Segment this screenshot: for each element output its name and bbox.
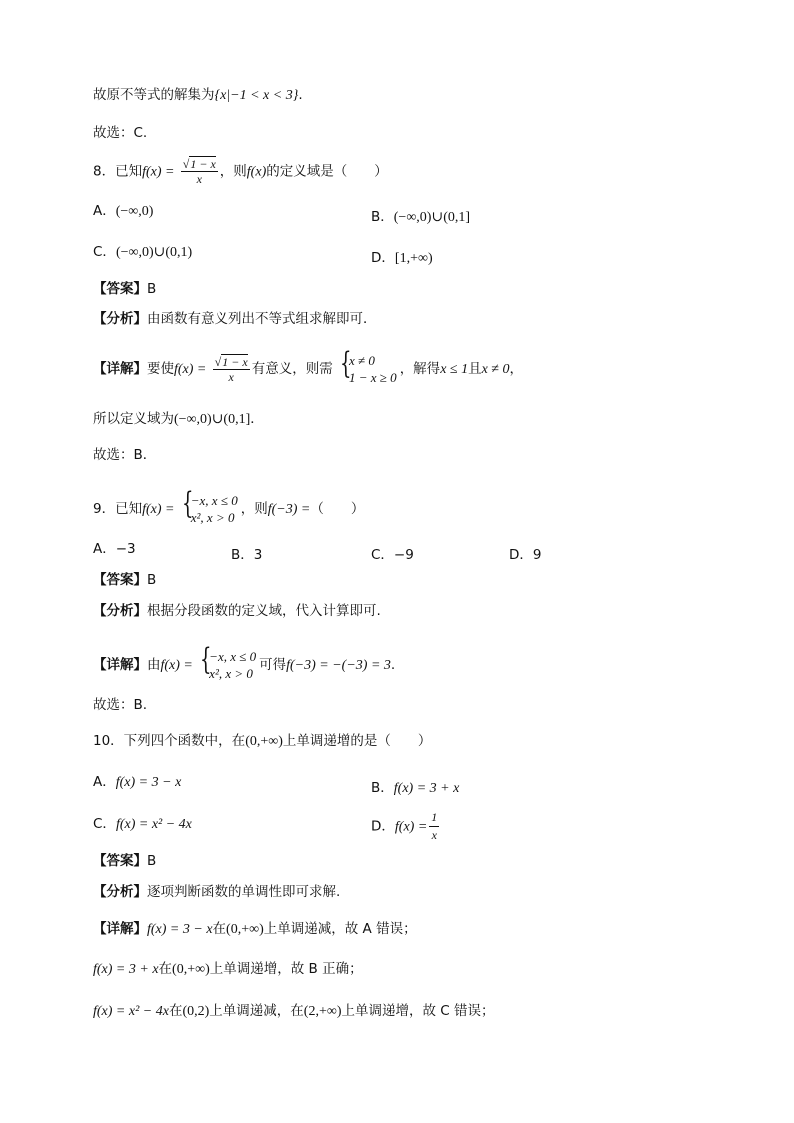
q9-detail-end: .	[390, 657, 396, 673]
q10-suffix: 上单调递增的是（ ）	[282, 733, 432, 749]
q9-answer	[93, 574, 156, 588]
q10-d3-c: 上单调递增，故 C 错误；	[341, 1003, 495, 1019]
question-8	[93, 158, 388, 185]
q9-detail-case-2: x², x > 0	[209, 666, 253, 681]
q10-option-d-fraction	[429, 810, 439, 843]
solution-text: 故原不等式的解集为	[93, 87, 215, 103]
q8-sqrt: 1 − x	[190, 157, 216, 171]
q10-answer-tag: 【答案】	[93, 853, 147, 869]
q8-fx: f(x) =	[142, 164, 175, 180]
solution-math: {x|−1 < x < 3}	[214, 88, 299, 103]
q8-analysis-tag: 【分析】	[93, 311, 147, 327]
q9-choice: 故选：B.	[93, 697, 148, 713]
q8-detail-num: √1 − x	[214, 354, 248, 369]
question-9	[93, 486, 365, 526]
q10-d1-a: 在	[212, 921, 227, 937]
q8-detail-sqrt: 1 − x	[222, 354, 248, 369]
q8-choice: 故选：B．	[93, 447, 157, 463]
q9-calc: f(−3) = −(−3) = 3	[286, 658, 391, 673]
q8-option-b-label: B．	[371, 209, 394, 225]
solution-end: .	[298, 87, 303, 103]
q8-cond-2: x ≠ 0	[481, 362, 510, 377]
q10-d2-a: 在	[158, 961, 173, 977]
q10-d3-interval-2: (2,+∞)	[303, 1004, 342, 1019]
q8-detail-a: 要使	[147, 361, 174, 377]
q9-ask: f(−3) =	[267, 502, 311, 517]
q8-cond-1: x ≤ 1	[440, 362, 469, 377]
q8-detail-fraction	[213, 356, 250, 383]
q8-domain-end: ．	[250, 411, 264, 427]
q9-analysis-text: 根据分段函数的定义域，代入计算即可.	[147, 603, 381, 619]
q8-detail-fx: f(x) =	[174, 362, 207, 377]
q10-d3-b: 上单调递减，在	[209, 1003, 304, 1019]
q9-detail-case-1: −x, x ≤ 0	[209, 649, 257, 664]
question-10	[93, 735, 431, 749]
q8-analysis-text: 由函数有意义列出不等式组求解即可．	[147, 311, 377, 327]
q10-option-b-label: B．	[371, 780, 394, 796]
q10-d2-b: 上单调递增，故 B 正确；	[209, 961, 363, 977]
q8-detail-e: ，	[509, 361, 523, 377]
q8-detail	[93, 346, 523, 386]
q9-answer-tag: 【答案】	[93, 572, 147, 588]
q10-option-a-text: f(x) = 3 − x	[115, 775, 182, 790]
q8-mid: ，则	[219, 163, 247, 180]
q8-option-b[interactable]	[371, 205, 470, 226]
q10-option-d-den: x	[431, 828, 437, 842]
q8-option-d-label: D．	[371, 250, 395, 266]
q8-answer	[93, 283, 156, 297]
q9-option-a[interactable]: A．−3	[93, 541, 136, 557]
q8-option-c-label: C．	[93, 244, 116, 260]
q9-detail-fx: f(x) =	[160, 658, 193, 673]
q10-option-d[interactable]	[371, 810, 441, 843]
q9-option-b[interactable]: B．3	[231, 547, 263, 563]
q10-option-c-text: f(x) = x² − 4x	[115, 817, 192, 832]
q10-detail-1	[93, 923, 417, 937]
q8-option-a-label: A．	[93, 203, 116, 219]
q9-detail-a: 由	[147, 657, 161, 673]
q9-prefix: 9．已知	[93, 501, 143, 517]
q10-interval: (0,+∞)	[245, 734, 283, 749]
q10-d3-interval: (0,2)	[182, 1004, 210, 1019]
q10-analysis-text: 逐项判断函数的单调性即可求解.	[147, 884, 341, 900]
q10-d3-a: 在	[168, 1003, 183, 1019]
q10-option-d-label: D．	[371, 818, 395, 835]
q10-detail-3	[93, 1005, 495, 1019]
q9-detail-piecewise	[200, 642, 257, 682]
q9-detail-brace: {	[200, 642, 212, 677]
q10-option-a-label: A．	[93, 774, 116, 790]
q9-option-c[interactable]: C．−9	[371, 547, 414, 563]
q8-option-c-text: (−∞,0)∪(0,1)	[115, 245, 193, 260]
q8-sys-row-1: x ≠ 0	[349, 353, 375, 368]
q8-analysis	[93, 313, 377, 327]
q10-analysis	[93, 886, 340, 900]
q8-detail-d: 且	[468, 361, 482, 377]
answer-choice-7: 故选：C.	[93, 125, 148, 141]
q8-option-a[interactable]	[93, 205, 153, 219]
q9-detail-tag: 【详解】	[93, 657, 147, 673]
q8-fx2: f(x)	[246, 164, 267, 180]
q10-option-d-pre: f(x) =	[394, 819, 428, 835]
q10-d2-interval: (0,+∞)	[172, 962, 210, 977]
q9-detail	[93, 642, 396, 682]
q8-answer-value: B	[147, 281, 157, 297]
q8-option-d-text: [1,+∞)	[394, 251, 433, 266]
q10-d1-interval: (0,+∞)	[226, 922, 264, 937]
q10-analysis-tag: 【分析】	[93, 884, 147, 900]
q10-d1-b: 上单调递减，故 A 错误；	[263, 921, 417, 937]
q8-detail-b: 有意义，则需	[251, 361, 333, 377]
q9-analysis	[93, 605, 381, 619]
q8-option-d[interactable]	[371, 246, 433, 267]
q10-option-a[interactable]	[93, 776, 181, 790]
q8-prefix: 8．已知	[93, 163, 143, 180]
q8-domain	[93, 413, 264, 427]
q9-analysis-tag: 【分析】	[93, 603, 147, 619]
q8-domain-text: 所以定义域为	[93, 411, 174, 427]
q8-sys-row-2: 1 − x ≥ 0	[349, 370, 397, 385]
q8-option-c[interactable]	[93, 246, 192, 260]
q8-suffix: 的定义域是（ ）	[266, 163, 388, 180]
q10-answer	[93, 855, 156, 869]
q10-option-c-label: C．	[93, 816, 116, 832]
q8-den: x	[196, 172, 202, 186]
q10-answer-value: B	[147, 853, 157, 869]
q9-piecewise	[181, 486, 238, 526]
q10-detail-tag: 【详解】	[93, 921, 147, 937]
q10-option-c[interactable]	[93, 818, 192, 832]
q8-option-b-text: (−∞,0)∪(0,1]	[393, 210, 471, 225]
q10-detail-2	[93, 963, 363, 977]
q8-domain-math: (−∞,0)∪(0,1]	[174, 412, 251, 427]
q8-detail-c: ，解得	[399, 361, 441, 377]
q10-option-b[interactable]	[371, 776, 459, 797]
q8-answer-tag: 【答案】	[93, 281, 147, 297]
q10-d3-f: f(x) = x² − 4x	[93, 1004, 169, 1019]
q8-fraction	[181, 158, 218, 185]
q9-brace: {	[181, 486, 194, 521]
q9-suffix: （ ）	[310, 501, 365, 517]
q10-d1-f: f(x) = 3 − x	[147, 922, 213, 937]
q8-num: √1 − x	[182, 157, 216, 171]
q9-fx: f(x) =	[142, 502, 175, 517]
q8-brace: {	[340, 346, 352, 381]
q8-detail-tag: 【详解】	[93, 361, 147, 377]
q9-mid: ，则	[240, 501, 268, 517]
q9-option-d[interactable]: D．9	[509, 547, 542, 563]
q10-option-b-text: f(x) = 3 + x	[393, 781, 460, 796]
q10-option-d-num: 1	[429, 810, 439, 827]
q10-prefix: 10．下列四个函数中，在	[93, 733, 246, 749]
q8-inequality-system	[340, 346, 397, 386]
q9-case-1: −x, x ≤ 0	[190, 493, 238, 508]
solution-set-line	[93, 89, 303, 103]
q9-case-2: x², x > 0	[190, 510, 235, 525]
q8-detail-den: x	[228, 369, 234, 384]
q10-d2-f: f(x) = 3 + x	[93, 962, 159, 977]
q8-option-a-text: (−∞,0)	[115, 204, 154, 219]
q9-answer-value: B	[147, 572, 157, 588]
q9-detail-b: 可得	[259, 657, 287, 673]
